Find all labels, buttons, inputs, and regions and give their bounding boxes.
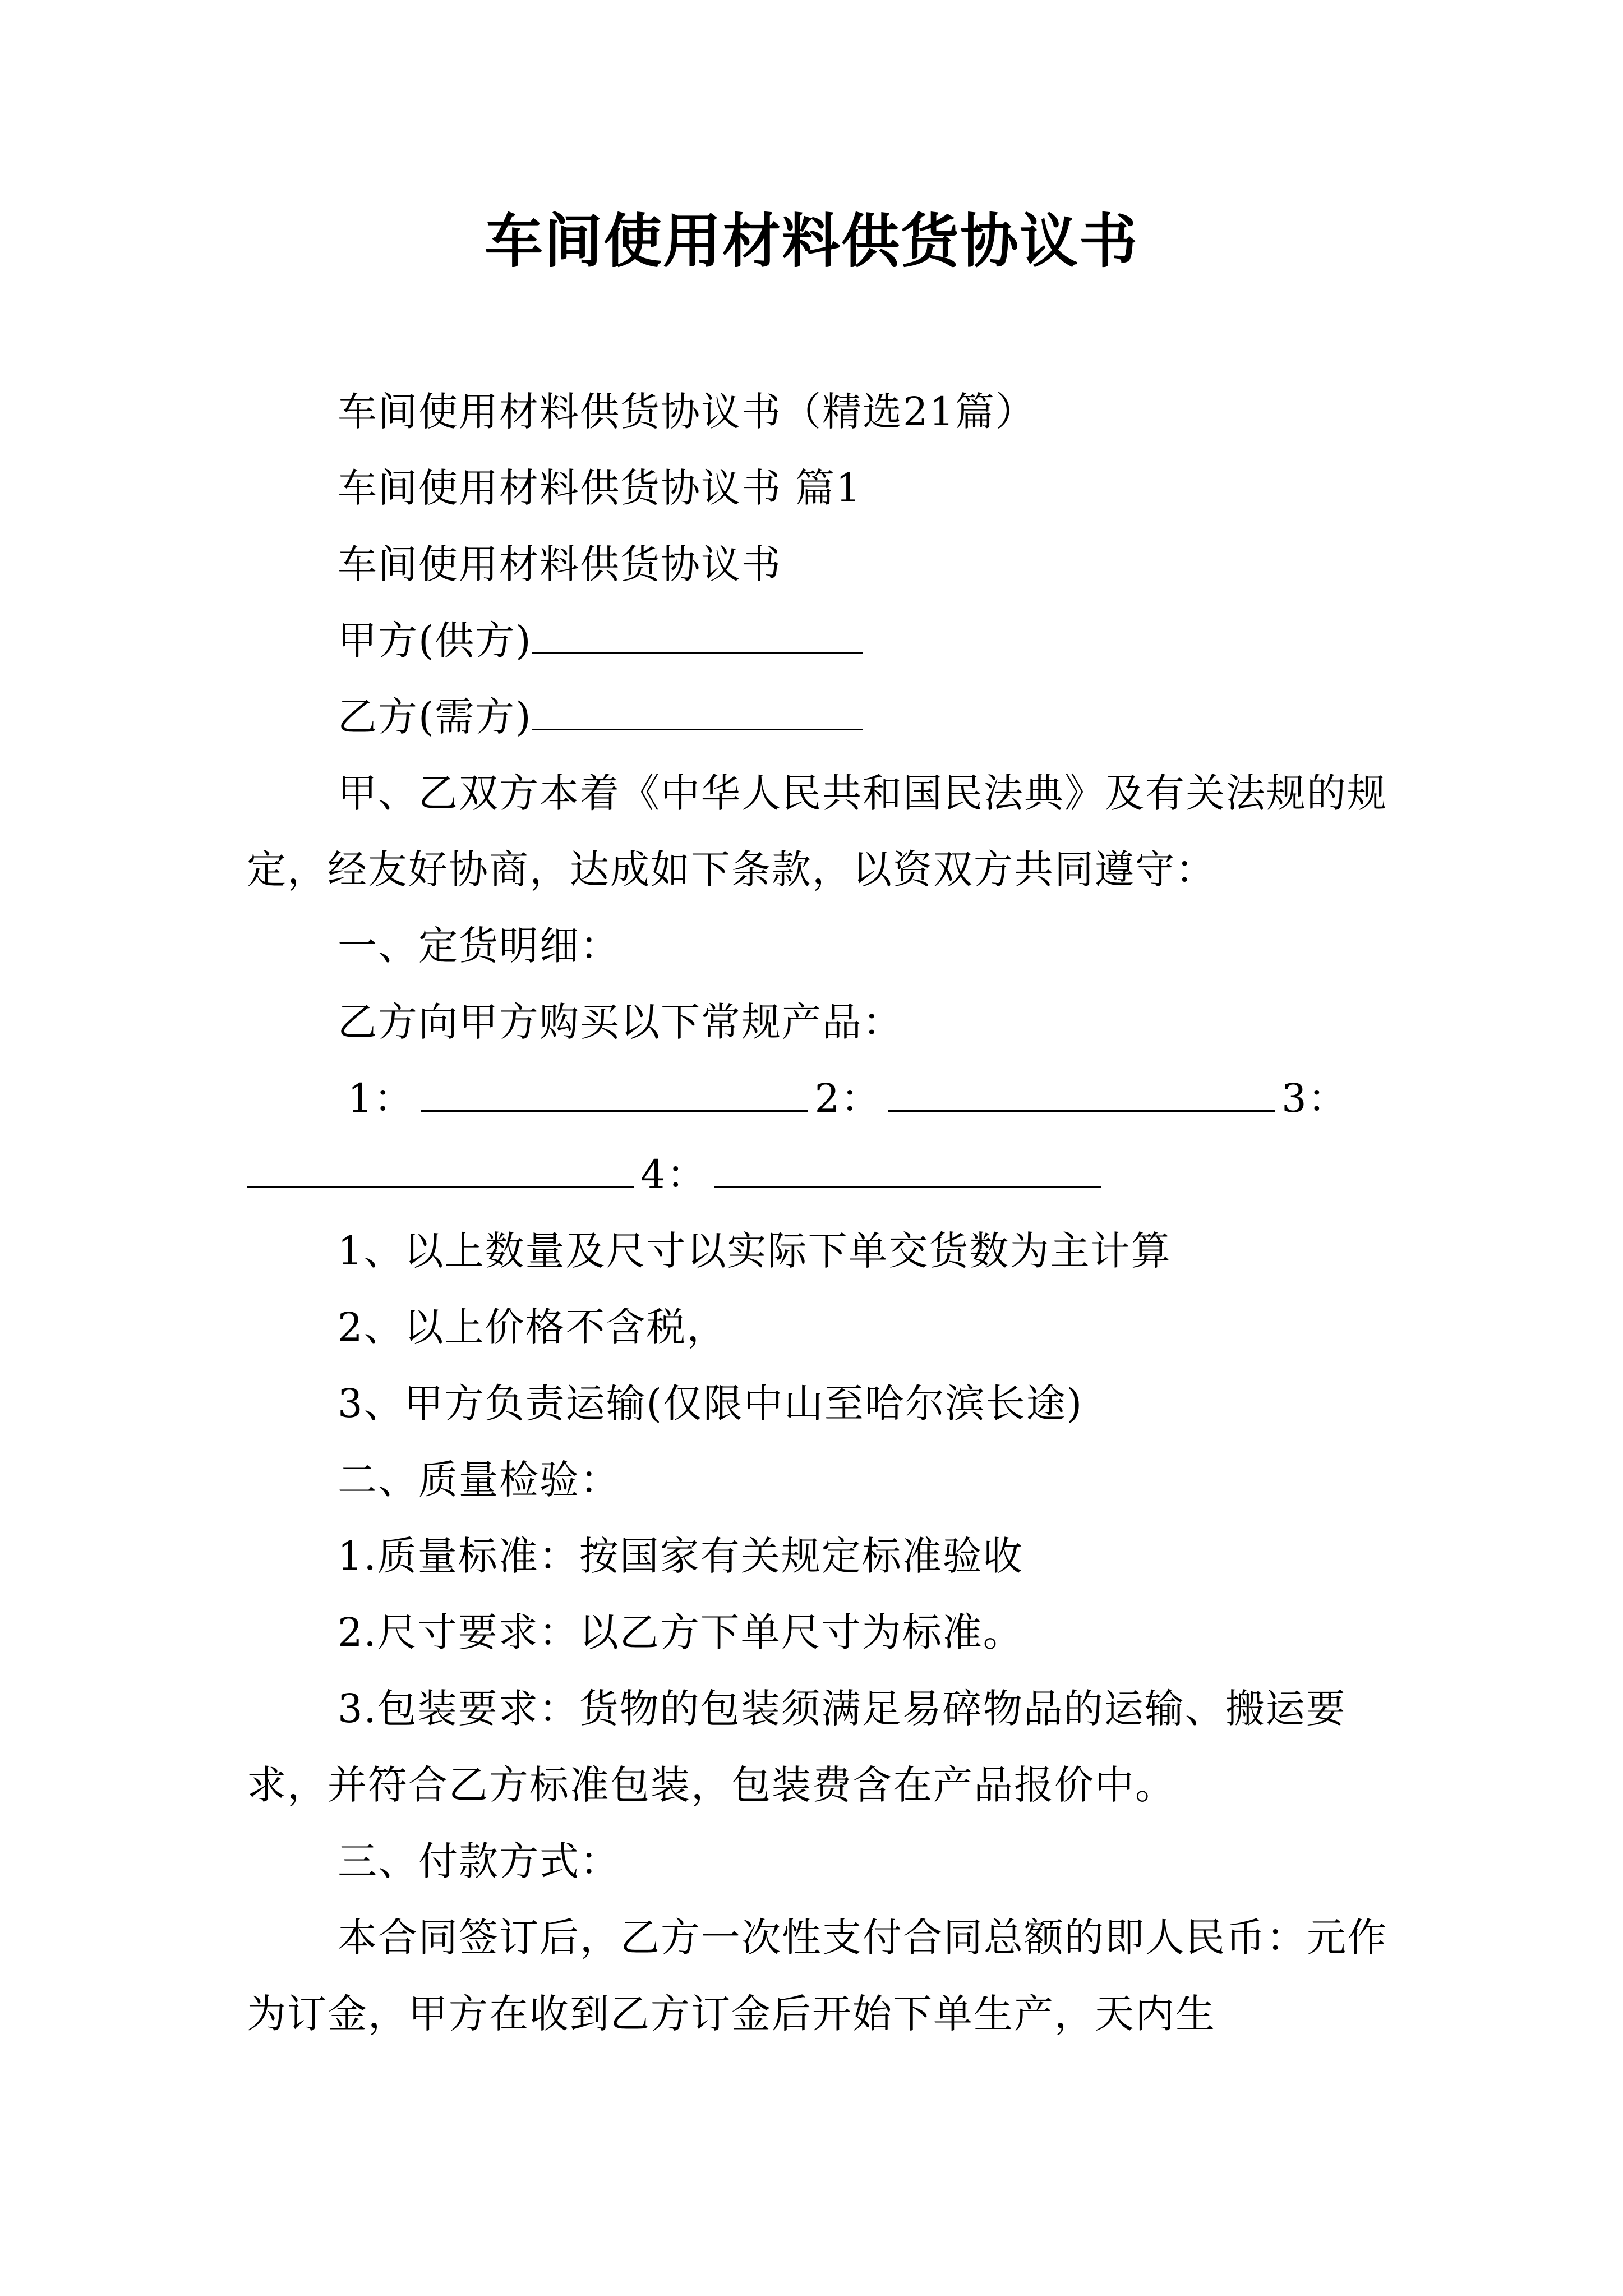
note-2: 2、以上价格不含税， [338, 1304, 727, 1350]
party-b-blank [532, 692, 863, 730]
section3-heading: 三、付款方式： [338, 1838, 620, 1884]
quality-2: 2.尺寸要求：以乙方下单尺寸为标准。 [338, 1609, 1023, 1655]
party-b-line [247, 679, 1391, 755]
contract-name: 车间使用材料供货协议书 [338, 541, 782, 587]
item2-blank [888, 1073, 1275, 1112]
section1-intro: 乙方向甲方购买以下常规产品： [338, 999, 903, 1045]
item4-label: 4： [640, 1152, 707, 1198]
party-a-line [247, 602, 1391, 679]
section1-heading: 一、定货明细： [338, 923, 620, 969]
order-items-line-1 [247, 1060, 1391, 1137]
document-body [247, 374, 1391, 2052]
item3-blank [247, 1149, 634, 1188]
subtitle-line: 车间使用材料供货协议书（精选21篇） [338, 389, 1036, 435]
item1-label: 1： [348, 1075, 414, 1121]
party-a-blank [532, 615, 863, 654]
quality-1: 1.质量标准：按国家有关规定标准验收 [338, 1533, 1023, 1579]
document-title: 车间使用材料供货协议书 [484, 207, 1138, 275]
article-heading: 车间使用材料供货协议书 篇1 [338, 465, 862, 511]
item1-blank [421, 1073, 808, 1112]
note-1: 1、以上数量及尺寸以实际下单交货数为主计算 [338, 1228, 1172, 1274]
item2-label: 2： [814, 1075, 882, 1121]
item3-label: 3： [1281, 1075, 1348, 1121]
party-a-label: 甲方(供方) [338, 618, 532, 664]
payment-paragraph: 本合同签订后，乙方一次性支付合同总额的即人民币：元作为订金，甲方在收到乙方订金后开始下单生产，天内生 [247, 1915, 1387, 2037]
section2-heading: 二、质量检验： [338, 1457, 620, 1503]
party-b-label: 乙方(需方) [338, 694, 532, 740]
quality-3: 3.包装要求：货物的包装须满足易碎物品的运输、搬运要求，并符合乙方标准包装，包装费含在产品报价中。 [247, 1686, 1347, 1808]
preamble-paragraph: 甲、乙双方本着《中华人民共和国民法典》及有关法规的规定，经友好协商，达成如下条款，以资双方共同遵守： [247, 770, 1387, 892]
order-items-line-2 [247, 1137, 1391, 1213]
note-3: 3、甲方负责运输(仅限中山至哈尔滨长途) [338, 1381, 1083, 1427]
item4-blank [714, 1149, 1101, 1188]
